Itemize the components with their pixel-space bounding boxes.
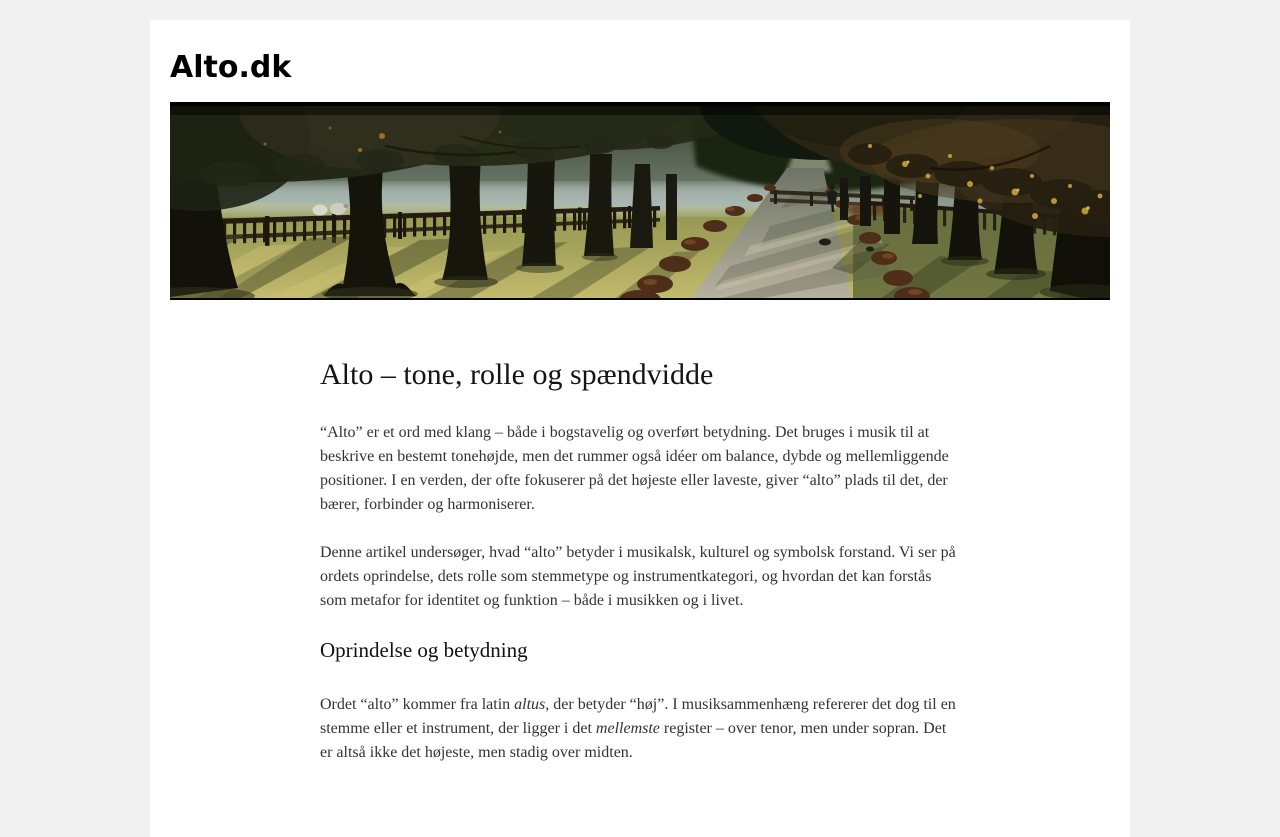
bird	[866, 247, 874, 252]
header-image-photo	[170, 106, 1110, 300]
intro-paragraph-2: Denne artikel undersøger, hvad “alto” betyder i musikalsk, kulturel og symbolsk forstand. Vi ser på ordets oprindelse, dets rolle som stemmetype og instrumentkategori, og hvordan det kan forstås som metafor for identitet og funktion – både i musikken og i livet.	[320, 544, 956, 609]
site-title-link[interactable]: Alto.dk	[170, 50, 292, 85]
text-segment: , der betyder “høj”. I musiksammenhæng refererer det dog til en stemme eller et instrument, der ligger i det	[320, 696, 956, 737]
text-segment: Ordet “alto” kommer fra latin	[320, 696, 515, 713]
origin-paragraph	[320, 693, 960, 765]
page-container	[150, 20, 1130, 837]
header-image	[170, 102, 1110, 300]
site-header	[150, 20, 1130, 300]
bird	[819, 239, 831, 246]
term-mellemste: mellemste	[595, 720, 660, 737]
article-content	[320, 357, 960, 837]
intro-paragraph-1: “Alto” er et ord med klang – både i bogstavelig og overført betydning. Det bruges i musik til at beskrive en bestemt tonehøjde, men det rummer også idéer om balance, dybde og mellemliggende positioner. I en verden, der ofte fokuserer på det højeste eller laveste, giver “alto” plads til det, der bærer, forbinder og harmoniserer.	[320, 424, 949, 513]
section-heading-origin: Oprindelse og betydning	[320, 638, 528, 662]
text-segment: register – over tenor, men under sopran. Det er altså ikke det højeste, men stadig over midten.	[320, 720, 947, 761]
article	[320, 357, 960, 765]
article-title: Alto – tone, rolle og spændvidde	[320, 358, 714, 391]
latin-term-altus: altus	[514, 696, 546, 713]
